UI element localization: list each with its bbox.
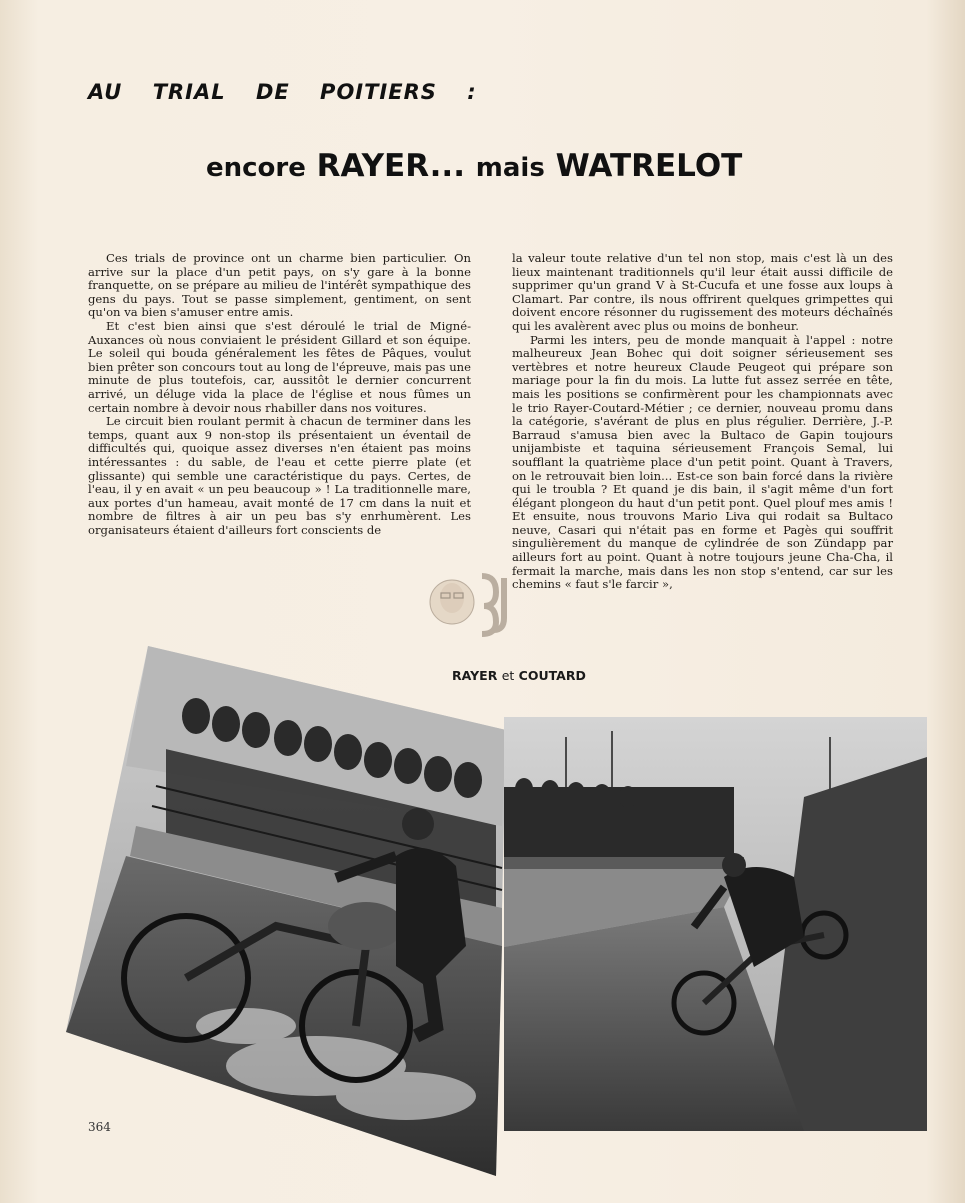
headline-part: mais [475, 153, 545, 183]
section-rubric [88, 80, 477, 104]
caption-name: RAYER [452, 668, 498, 683]
article-column-right [512, 252, 893, 592]
rubric-word: DE [255, 80, 290, 104]
article-paragraph: Et c'est bien ainsi que s'est déroulé le trial de Migné-Auxances où nous conviaient le président Gillard et son équipe. Le soleil qui bouda généralement les fêtes de Pâques, voulut bien prêter son concours tout au long de l'épreuve, mais pas une minute de plus toutefois, car, aussitôt le dernier concurrent arrivé, un déluge vida la place de l'église et nous fûmes un certain nombre à devoir nous rhabiller dans nos voitures. [88, 318, 471, 415]
rubric-word: POITIERS [320, 80, 437, 104]
article-headline [206, 148, 742, 184]
photo-rider-coutard [504, 717, 927, 1131]
article-paragraph: Parmi les inters, peu de monde manquait à l'appel : notre malheureux Jean Bohec qui doit soigner sérieusement ses vertèbres et notre heureux Claude Peugeot qui prépare son mariage pour la fin du mois. La lutte fut assez serrée en tête, mais les positions se confirmèrent pour les championnats avec le trio Rayer-Coutard-Métier ; ce dernier, nouveau promu dans la catégorie, s'avérant de plus en plus régulier. Derrière, J.-P. Barraud s'amusa bien avec la Bultaco de Gapin toujours unijambiste et taquina sérieusement François Semal, lui soufflant la quatrième place d'un petit point. Quant à Travers, on le retrouvait bien loin... Est-ce son bain forcé dans la rivière qui le troubla ? Et quand je dis bain, il s'agit même d'un fort élégant plongeon du haut d'un petit pont. Quel plouf mes amis ! Et ensuite, nous trouvons Mario Liva qui rodait sa Bultaco neuve, Casari qui n'était pas en forme et Pagès qui souffrit singulièrement du manque de cylindrée de son Zündapp par ailleurs fort au point. Quant à notre toujours jeune Cha-Cha, il fermait la marche, mais dans les non stop s'entend, car sur les chemins « faut s'le farcir », [512, 332, 893, 592]
headline-part: encore [206, 153, 306, 183]
article-paragraph: la valeur toute relative d'un tel non stop, mais c'est là un des lieux maintenant traditionnels qu'il leur était aussi difficile de supprimer qu'un grand V à St-Cucufa et une fosse aux loups à Clamart. Par contre, ils nous offrirent quelques grimpettes qui doivent encore résonner du rugissement des moteurs déchaînés qui les avalèrent avec plus ou moins de bonheur. [512, 251, 893, 333]
page-number: 364 [88, 1120, 111, 1134]
rubric-word: : [467, 80, 477, 104]
headline-part: RAYER... [316, 148, 465, 184]
rubric-word: AU [88, 80, 123, 104]
caption-name: COUTARD [518, 668, 586, 683]
author-portrait-stamp [424, 566, 524, 640]
headline-part: WATRELOT [555, 148, 743, 184]
rubric-word: TRIAL [152, 80, 226, 104]
photo-rider-rayer [66, 646, 506, 1176]
caption-joiner: et [501, 668, 515, 683]
article-paragraph: Le circuit bien roulant permit à chacun de terminer dans les temps, quant aux 9 non-stop ils présentaient un éventail de difficultés qui, quoique assez diverses n'en étaient pas moins intéressantes : du sable, de l'eau et cette pierre plate (et glissante) qui semble une caractéristique du pays. Certes, de l'eau, il y en avait « un peu beaucoup » ! La traditionnelle mare, aux portes d'un hameau, avait monté de 17 cm dans la nuit et nombre de filtres à air un peu bas s'y enrhumèrent. Les organisateurs étaient d'ailleurs fort conscients de [88, 414, 471, 537]
article-paragraph: Ces trials de province ont un charme bien particulier. On arrive sur la place d'un petit pays, on s'y gare à la bonne franquette, on se prépare au milieu de l'intérêt sympathique des gens du pays. Tout se passe simplement, gentiment, on sent qu'on va bien s'amuser entre amis. [88, 251, 471, 320]
article-column-left [88, 252, 471, 537]
